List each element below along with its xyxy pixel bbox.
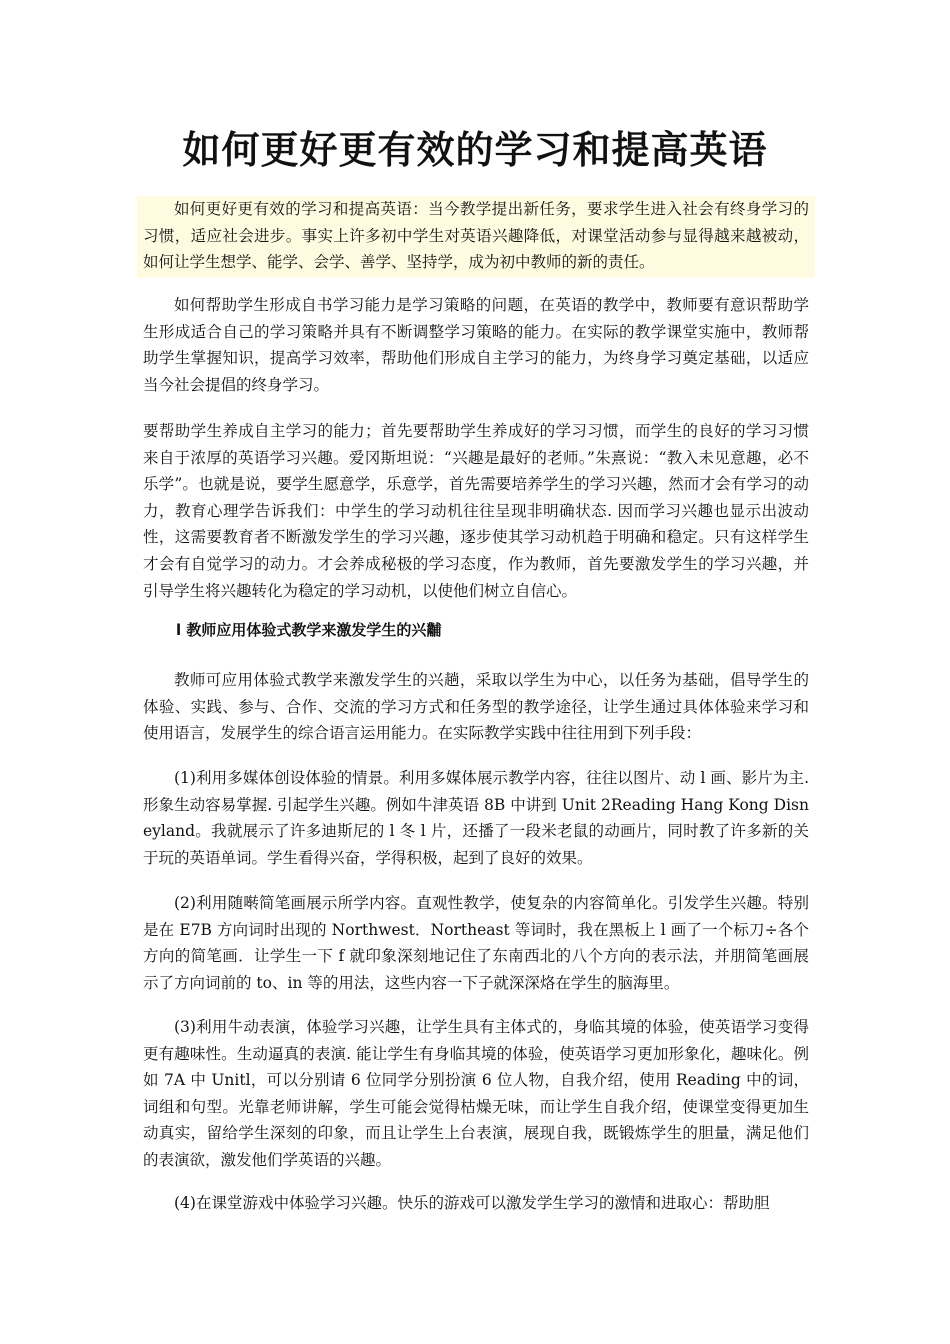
page-title: 如何更好更有效的学习和提高英语 (182, 127, 768, 172)
paragraph-1: 如何帮助学生形成自书学习能力是学习策略的问题，在英语的教学中，教师要有意识帮助学生形成适合自己的学习策略并具有不断调整学习策略的能力。在实际的教学课堂实施中，教师帮助学生掌握知识，提高学习效率，帮助他们形成自主学习的能力，为终身学习奠定基础，以适应当今社会提倡的终身学习。 (143, 296, 809, 394)
paragraph-4: (1)利用多媒体创设体验的情景。利用多媒体展示教学内容，往往以图片、动 l 画、影片为主. 形象生动容易掌握. 引起学生兴趣。例如牛津英语 8B 中讲到 Unit 2Reading Hang Kong Disneyland。我就展示了许多迪斯尼的 l 冬 l 片，还播了一段米老鼠的动画片，同时教了许多新的关于玩的英语单词。学生看得兴奋，学得积极，起到了良好的效果。 (143, 769, 809, 867)
section-heading-1: l 教师应用体验式教学来激发学生的兴黼 (176, 621, 442, 639)
paragraph-2: 要帮助学生养成自主学习的能力；首先要帮助学生养成好的学习习惯，而学生的良好的学习习惯来自于浓厚的英语学习兴趣。爱冈斯坦说：“兴趣是最好的老师。”朱熹说：“教入未见意趣，必不乐学”。也就是说，要学生愿意学，乐意学，首先需要培养学生的学习兴趣，然而才会有学习的动力，教育心理学告诉我们：中学生的学习动机往往呈现非明确状态. 因而学习兴趣也显示出波动性，这需要教育者不断激发学生的学习兴趣，逐步使其学习动机趋于明确和稳定。只有这样学生才会有自觉学习的动力。才会养成秘极的学习态度，作为教师，首先要激发学生的学习兴趣，并引导学生将兴趣转化为稳定的学习动机，以使他们树立自信心。 (143, 422, 809, 600)
paragraph-6: (3)利用牛动表演，体验学习兴趣，让学生具有主体式的，身临其境的体验，使英语学习变得更有趣味性。生动逼真的表演. 能让学生有身临其境的体验，使英语学习更加形象化，趣味化。例如 7A 中 Unitl，可以分别请 6 位同学分别扮演 6 位人物，自我介绍，使用 Reading 中的词，词组和句型。光靠老师讲解，学生可能会觉得枯燥无味，而让学生自我介绍，使课堂变得更加生动真实，留给学生深刻的印象，而且让学生上台表演，展现自我，既锻炼学生的胆量，满足他们的表演欲，激发他们学英语的兴趣。 (143, 1018, 809, 1169)
paragraph-7: (4)在课堂游戏中体验学习兴趣。快乐的游戏可以激发学生学习的激情和进取心：帮助胆 (174, 1194, 770, 1212)
intro-paragraph: 如何更好更有效的学习和提高英语：当今教学提出新任务，要求学生进入社会有终身学习的习惯，适应社会进步。事实上许多初中学生对英语兴趣降低，对课堂活动参与显得越来越被动，如何让学生想学、能学、会学、善学、坚持学，成为初中教师的新的责任。 (137, 196, 815, 278)
paragraph-3: 教师可应用体验式教学来激发学生的兴趟，采取以学生为中心，以任务为基础，倡导学生的体验、实践、参与、合作、交流的学习方式和任务型的教学途径，让学生通过具体体验来学习和使用语言，发展学生的综合语言运用能力。在实际教学实践中往往用到下列手段： (143, 671, 809, 743)
paragraph-5: (2)利用随啭简笔画展示所学内容。直观性教学，使复杂的内容简单化。引发学生兴趣。特别是在 E7B 方向词时出现的 Northwest．Northeast 等词时，我在黑板上 l 画了一个标刀÷各个方向的简笔画．让学生一下 f 就印象深刻地记住了东南西北的八个方向的表示法，并朋简笔画展示了方向词前的 to、in 等的用法，这些内容一下子就深深烙在学生的脑海里。 (143, 894, 809, 992)
